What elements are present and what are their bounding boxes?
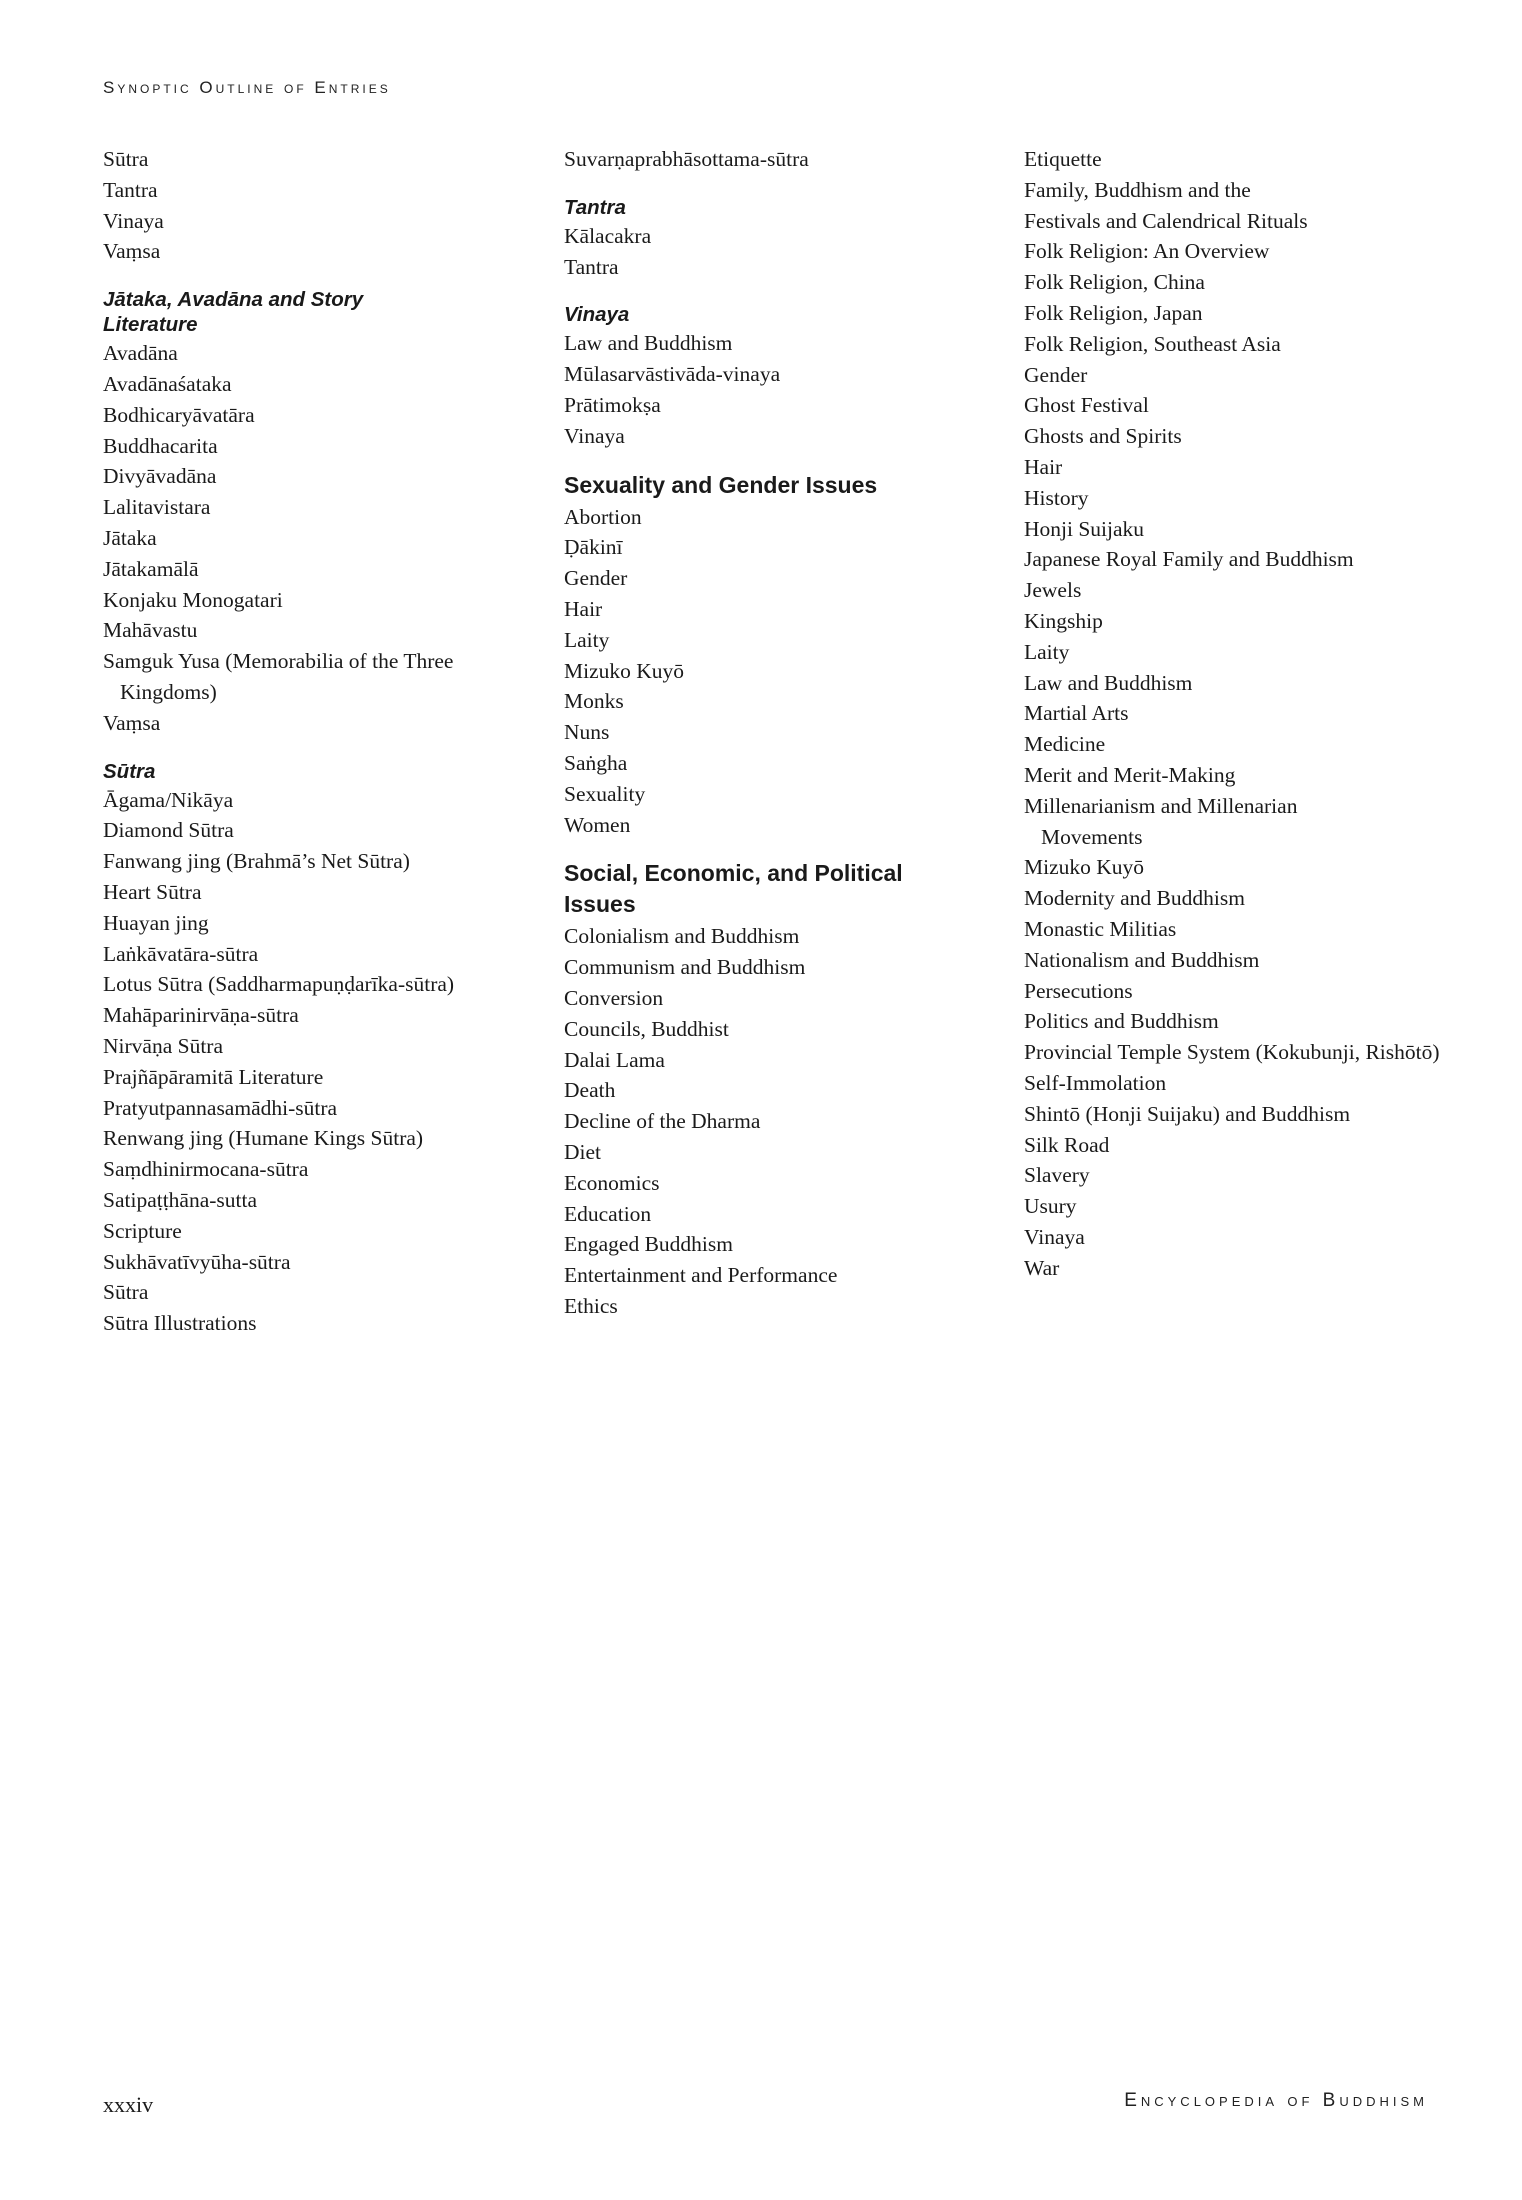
entry: Vinaya bbox=[103, 208, 164, 233]
entry: Prātimokṣa bbox=[564, 392, 661, 417]
entry: Laṅkāvatāra-sūtra bbox=[103, 941, 259, 966]
section-heading-tantra: Tantra bbox=[564, 195, 626, 219]
section-heading-sexuality: Sexuality and Gender Issues bbox=[564, 471, 878, 498]
entry: Divyāvadāna bbox=[103, 464, 217, 489]
entry: Law and Buddhism bbox=[564, 331, 733, 356]
entry: Kālacakra bbox=[564, 223, 652, 248]
entry: Sūtra bbox=[103, 147, 149, 171]
entry: Bodhicaryāvatāra bbox=[103, 402, 255, 427]
entry: Renwang jing (Humane Kings Sūtra) bbox=[103, 1126, 424, 1151]
entry: Honji Suijaku bbox=[1024, 516, 1145, 541]
entry: Samguk Yusa (Memorabilia of the Three Kingdoms) bbox=[103, 649, 454, 704]
entry: Ḍākinī bbox=[564, 535, 623, 560]
entry: Conversion bbox=[564, 985, 664, 1010]
entry: Silk Road bbox=[1024, 1132, 1110, 1157]
entry: Diet bbox=[564, 1139, 602, 1164]
entry: Nirvāṇa Sūtra bbox=[103, 1033, 224, 1058]
entry: Gender bbox=[564, 566, 628, 591]
section-heading-social: Social, Economic, and Political Issues bbox=[564, 860, 903, 918]
entry: Jewels bbox=[1024, 578, 1082, 603]
entry: Fanwang jing (Brahmā’s Net Sūtra) bbox=[103, 849, 410, 874]
entry: Law and Buddhism bbox=[1024, 670, 1193, 695]
entry: Shintō (Honji Suijaku) and Buddhism bbox=[1024, 1101, 1351, 1126]
entry: Kingship bbox=[1024, 608, 1103, 633]
entry: Tantra bbox=[103, 177, 158, 202]
entry: Family, Buddhism and the bbox=[1024, 177, 1251, 202]
entry: Medicine bbox=[1024, 732, 1106, 757]
entry: Sukhāvatīvyūha-sūtra bbox=[103, 1249, 291, 1274]
entry: Laity bbox=[1024, 639, 1070, 664]
entry: Entertainment and Performance bbox=[564, 1263, 838, 1288]
entry: Scripture bbox=[103, 1218, 182, 1243]
entry: War bbox=[1024, 1255, 1060, 1280]
entry: Monks bbox=[564, 689, 624, 714]
entry: Hair bbox=[564, 596, 603, 621]
entry: Education bbox=[564, 1201, 652, 1226]
section-heading-sutra: Sūtra bbox=[103, 759, 156, 783]
entry: Lotus Sūtra (Saddharmapuṇḍarīka-sūtra) bbox=[103, 972, 455, 997]
entry: Ghosts and Spirits bbox=[1024, 424, 1182, 449]
entry: Millenarianism and Millenarian Movements bbox=[1024, 793, 1298, 849]
entry: Japanese Royal Family and Buddhism bbox=[1024, 547, 1354, 572]
entry: Ghost Festival bbox=[1024, 393, 1149, 418]
column-3 bbox=[1024, 144, 1494, 1283]
entry: Āgama/Nikāya bbox=[103, 787, 234, 812]
entry: Women bbox=[564, 812, 631, 837]
entry: Folk Religion, Japan bbox=[1024, 300, 1203, 325]
book-title: Encyclopedia of Buddhism bbox=[1124, 2090, 1428, 2111]
entry: Sūtra bbox=[103, 1280, 149, 1305]
entry: Colonialism and Buddhism bbox=[564, 924, 800, 949]
entry: Slavery bbox=[1024, 1163, 1090, 1188]
entry: Jātaka bbox=[103, 525, 157, 550]
entry: Usury bbox=[1024, 1194, 1077, 1219]
entry: Monastic Militias bbox=[1024, 916, 1177, 941]
entry: Gender bbox=[1024, 362, 1088, 387]
entry: Vaṃsa bbox=[103, 239, 161, 264]
entry: Vaṃsa bbox=[103, 710, 161, 735]
entry: Ethics bbox=[564, 1293, 618, 1318]
entry: Nationalism and Buddhism bbox=[1024, 947, 1260, 972]
entry: Suvarṇaprabhāsottama-sūtra bbox=[564, 147, 809, 171]
entry: Prajñāpāramitā Literature bbox=[103, 1064, 324, 1089]
entry: Hair bbox=[1024, 454, 1063, 479]
entry: Vinaya bbox=[1024, 1224, 1085, 1249]
entry: Decline of the Dharma bbox=[564, 1109, 761, 1134]
entry: Etiquette bbox=[1024, 147, 1102, 171]
entry: Konjaku Monogatari bbox=[103, 587, 283, 612]
entry: Persecutions bbox=[1024, 978, 1133, 1003]
entry: Heart Sūtra bbox=[103, 879, 202, 904]
entry: Satipaṭṭhāna-sutta bbox=[103, 1187, 258, 1212]
entry: Tantra bbox=[564, 254, 619, 279]
entry: Economics bbox=[564, 1170, 660, 1195]
entry: Folk Religion, China bbox=[1024, 270, 1205, 295]
running-head: Synoptic Outline of Entries bbox=[103, 78, 391, 97]
entry: Merit and Merit-Making bbox=[1024, 762, 1236, 787]
entry: Saṅgha bbox=[564, 750, 628, 775]
entry: Folk Religion: An Overview bbox=[1024, 239, 1270, 264]
section-heading-vinaya: Vinaya bbox=[564, 303, 630, 327]
column-1 bbox=[103, 144, 543, 1339]
section-heading-jataka: Jātaka, Avadāna and Story Literature bbox=[103, 288, 364, 337]
entry: Abortion bbox=[564, 504, 642, 529]
entry: Laity bbox=[564, 627, 610, 652]
entry: Festivals and Calendrical Rituals bbox=[1024, 208, 1308, 233]
entry: Pratyutpannasamādhi-sūtra bbox=[103, 1095, 338, 1120]
entry: Dalai Lama bbox=[564, 1047, 665, 1072]
entry: Mizuko Kuyō bbox=[564, 658, 685, 683]
entry: History bbox=[1024, 485, 1089, 510]
entry: Mahāvastu bbox=[103, 618, 198, 643]
entry: Mūlasarvāstivāda-vinaya bbox=[564, 362, 781, 387]
entry: Buddhacarita bbox=[103, 433, 218, 458]
entry: Avadānaśataka bbox=[103, 371, 232, 396]
entry: Folk Religion, Southeast Asia bbox=[1024, 331, 1281, 356]
entry: Diamond Sūtra bbox=[103, 818, 234, 843]
entry: Avadāna bbox=[103, 341, 178, 366]
entry: Communism and Buddhism bbox=[564, 955, 806, 980]
column-2 bbox=[564, 144, 1004, 1322]
page-number: xxxiv bbox=[103, 2092, 154, 2117]
entry: Councils, Buddhist bbox=[564, 1016, 729, 1041]
entry: Nuns bbox=[564, 720, 610, 745]
entry: Death bbox=[564, 1078, 616, 1103]
entry: Provincial Temple System (Kokubunji, Rishōtō) bbox=[1024, 1040, 1440, 1065]
entry: Jātakamālā bbox=[103, 556, 199, 581]
entry: Martial Arts bbox=[1024, 701, 1129, 726]
entry: Lalitavistara bbox=[103, 495, 211, 520]
entry: Sexuality bbox=[564, 781, 646, 806]
entry: Mahāparinirvāṇa-sūtra bbox=[103, 1003, 299, 1028]
entry: Vinaya bbox=[564, 423, 625, 448]
entry: Self-Immolation bbox=[1024, 1070, 1167, 1095]
entry: Modernity and Buddhism bbox=[1024, 886, 1245, 911]
entry: Sūtra Illustrations bbox=[103, 1311, 257, 1336]
entry: Saṃdhinirmocana-sūtra bbox=[103, 1157, 309, 1182]
entry: Engaged Buddhism bbox=[564, 1232, 733, 1257]
entry: Politics and Buddhism bbox=[1024, 1009, 1219, 1034]
entry: Huayan jing bbox=[103, 910, 209, 935]
entry: Mizuko Kuyō bbox=[1024, 855, 1145, 880]
